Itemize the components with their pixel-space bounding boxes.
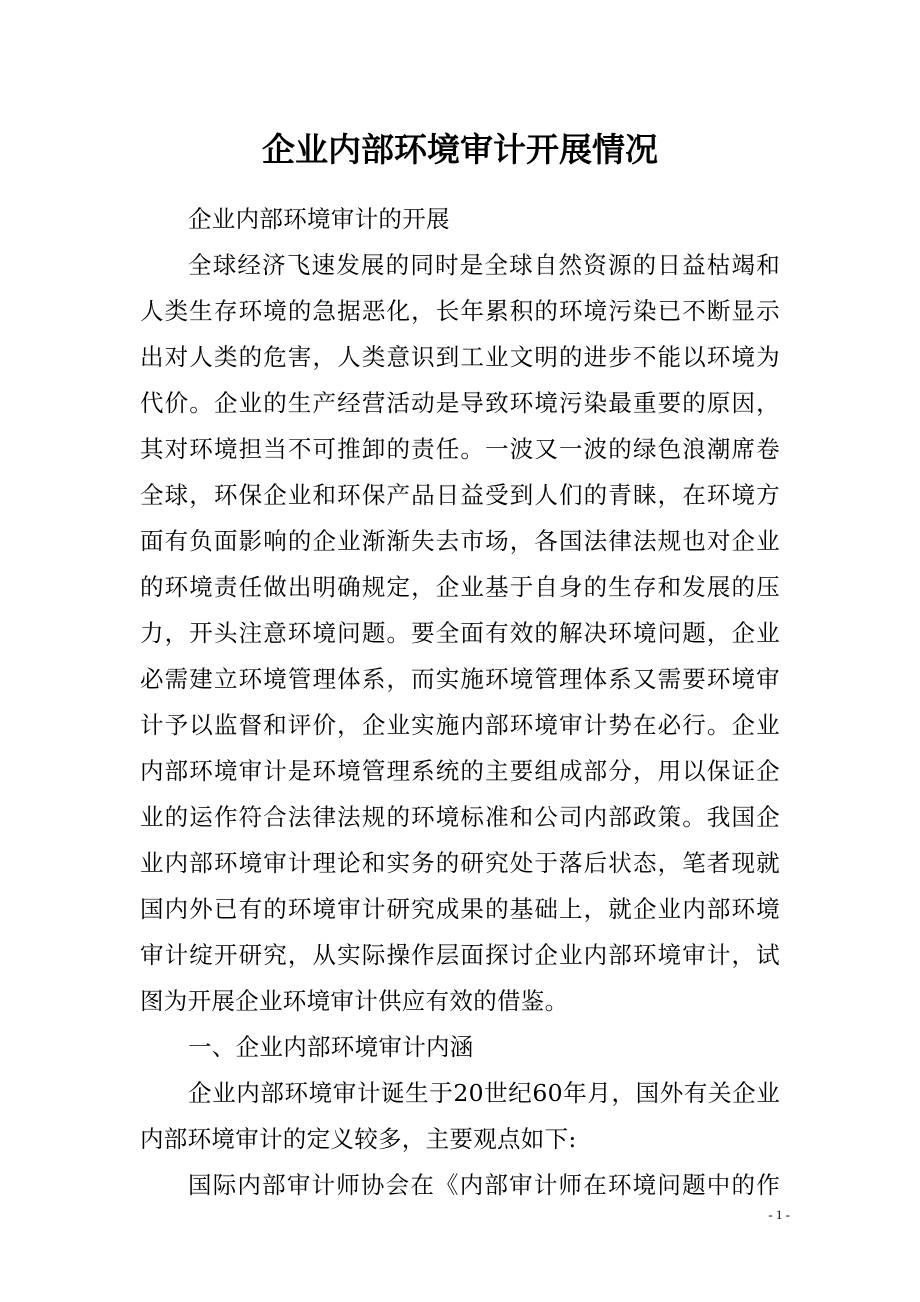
document-title: 企业内部环境审计开展情况 xyxy=(262,130,658,169)
paragraph-introduction: 全球经济飞速发展的同时是全球自然资源的日益枯竭和人类生存环境的急据恶化，长年累积的环境污染已不断显示出对人类的危害，人类意识到工业文明的进步不能以环境为代价。企业的生产经营活动是导致环境污染最重要的原因，其对环境担当不可推卸的责任。一波又一波的绿色浪潮席卷全球，环保企业和环保产品日益受到人们的青睐，在环境方面有负面影响的企业渐渐失去市场，各国法律法规也对企业的环境责任做出明确规定，企业基于自身的生存和发展的压力，开头注意环境问题。要全面有效的解决环境问题，企业必需建立环境管理体系，而实施环境管理体系又需要环境审计予以监督和评价，企业实施内部环境审计势在必行。企业内部环境审计是环境管理系统的主要组成部分，用以保证企业的运作符合法律法规的环境标准和公司内部政策。我国企业内部环境审计理论和实务的研究处于落后状态，笔者现就国内外已有的环境审计研究成果的基础上，就企业内部环境审计绽开研究，从实际操作层面探讨企业内部环境审计，试图为开展企业环境审计供应有效的借鉴。 xyxy=(140,251,780,1015)
document-body xyxy=(140,196,780,1208)
paragraph-iia-definition: 国际内部审计师协会在《内部审计师在环境问题中的作 xyxy=(188,1171,780,1199)
paragraph-section-heading: 企业内部环境审计的开展 xyxy=(188,205,450,233)
paragraph-definition-intro: 企业内部环境审计诞生于20世纪60年月，国外有关企业内部环境审计的定义较多，主要观点如下: xyxy=(140,1079,780,1153)
paragraph-section-one-heading: 一、企业内部环境审计内涵 xyxy=(188,1033,474,1061)
page-number: - 1 - xyxy=(768,1207,790,1222)
